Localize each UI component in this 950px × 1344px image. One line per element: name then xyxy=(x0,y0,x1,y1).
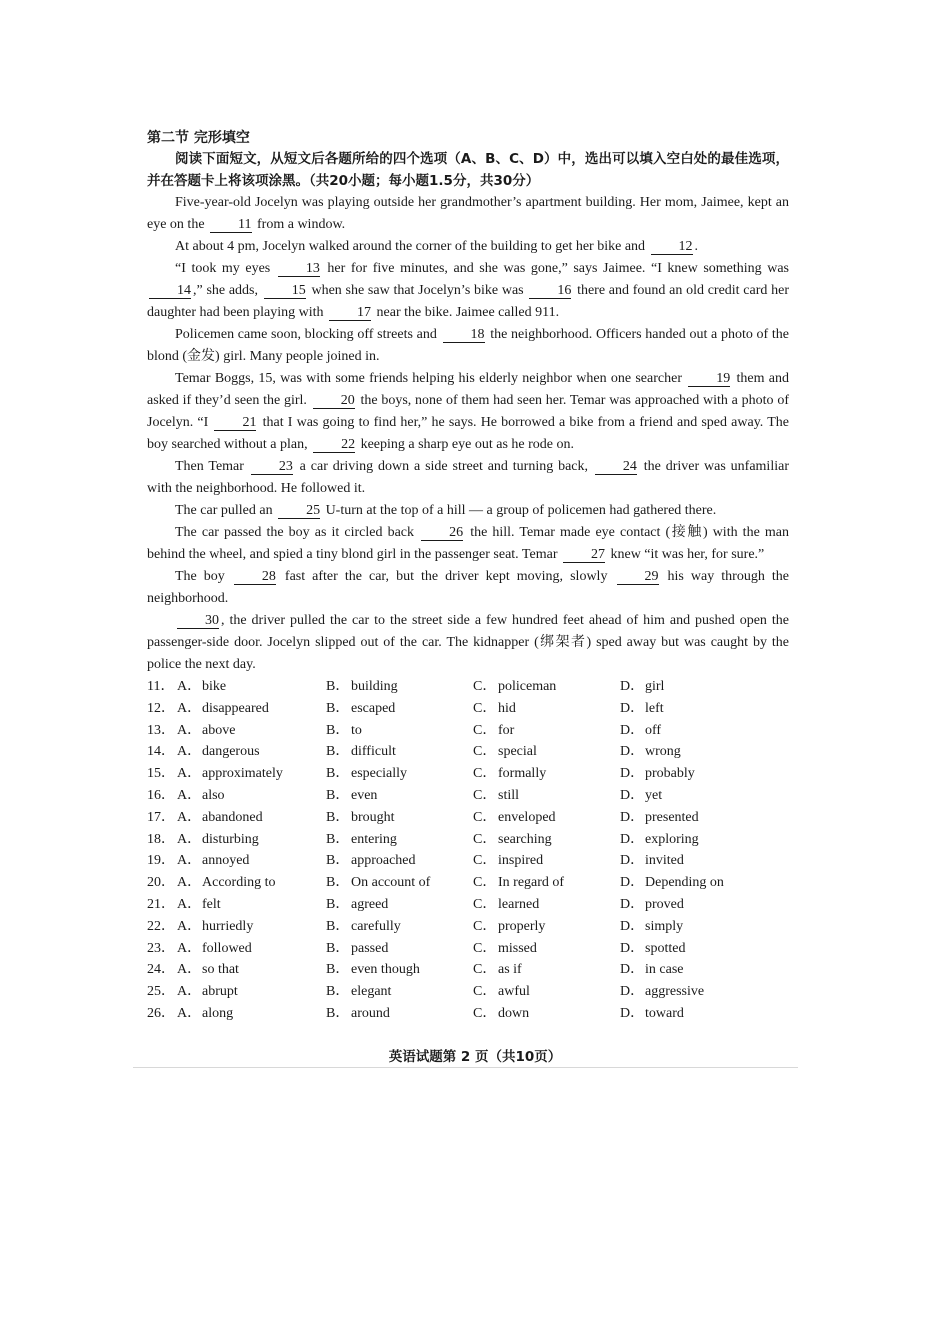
passage-text: ,” she adds, xyxy=(193,283,262,298)
passage-text: from a window. xyxy=(253,217,346,232)
blank-17: 17 xyxy=(329,305,371,321)
option-d xyxy=(620,981,789,1003)
question-number: 22． xyxy=(147,918,175,934)
option-letter: B． xyxy=(326,787,350,803)
option-text: girl xyxy=(645,679,665,694)
passage-paragraph xyxy=(147,456,789,500)
option-letter: A． xyxy=(177,918,202,934)
option-letter: A． xyxy=(177,809,202,825)
option-row xyxy=(147,720,789,742)
option-c xyxy=(473,959,620,981)
option-c xyxy=(473,1003,620,1025)
option-text: toward xyxy=(645,1005,684,1021)
option-letter: D． xyxy=(620,896,645,912)
option-letter: D． xyxy=(620,679,645,694)
passage-text: her for five minutes, and she was gone,” says Jaimee. “I knew something was xyxy=(321,261,790,276)
option-b xyxy=(326,698,473,720)
option-a xyxy=(177,807,326,829)
option-letter: C． xyxy=(473,831,497,847)
question-number: 14． xyxy=(147,744,175,760)
option-letter: C． xyxy=(473,896,497,912)
option-d xyxy=(620,959,789,981)
option-c xyxy=(473,785,620,807)
passage-text: fast after the car, but the driver kept moving, slowly xyxy=(277,569,615,584)
option-a xyxy=(177,959,326,981)
passage-paragraph xyxy=(147,566,789,610)
option-d xyxy=(620,938,789,960)
option-letter: D． xyxy=(620,831,645,847)
option-text: properly xyxy=(498,918,546,934)
option-a xyxy=(177,894,326,916)
passage-text: near the bike. Jaimee called 911. xyxy=(373,305,560,320)
option-letter: D． xyxy=(620,722,645,738)
option-b xyxy=(326,829,473,851)
option-text: especially xyxy=(351,766,407,782)
option-text: wrong xyxy=(645,744,681,760)
option-row xyxy=(147,741,789,763)
option-letter: C． xyxy=(473,875,497,891)
blank-22: 22 xyxy=(313,437,355,453)
option-text: down xyxy=(498,1005,530,1021)
option-letter: D． xyxy=(620,766,645,782)
option-c xyxy=(473,698,620,720)
option-text: disappeared xyxy=(202,700,269,716)
option-text: inspired xyxy=(498,853,544,869)
option-c xyxy=(473,741,620,763)
passage-text: Policemen came soon, blocking off streets and xyxy=(175,327,441,342)
option-row xyxy=(147,916,789,938)
option-letter: C． xyxy=(473,787,497,803)
option-letter: D． xyxy=(620,809,645,825)
option-text: yet xyxy=(645,787,663,803)
option-letter: A． xyxy=(177,744,202,760)
option-letter: C． xyxy=(473,984,497,1000)
option-b xyxy=(326,981,473,1003)
option-a xyxy=(177,676,326,698)
question-number: 24． xyxy=(147,962,175,978)
passage-text: when she saw that Jocelyn’s bike was xyxy=(307,283,528,298)
passage-text: the boys, none of them had seen her. Temar was approached with a photo of Jocelyn. “I xyxy=(147,393,789,430)
option-text: brought xyxy=(351,809,395,825)
option-a xyxy=(177,916,326,938)
option-row xyxy=(147,1003,789,1025)
option-text: exploring xyxy=(645,831,699,847)
option-text: abrupt xyxy=(202,984,238,1000)
question-number: 13． xyxy=(147,722,175,738)
option-letter: B． xyxy=(326,940,350,956)
passage-text: the driver was unfamiliar with the neighborhood. He followed it. xyxy=(147,459,789,496)
blank-23: 23 xyxy=(251,459,293,475)
option-text: special xyxy=(498,744,537,760)
option-row xyxy=(147,676,789,698)
option-a xyxy=(177,785,326,807)
question-number: 17． xyxy=(147,809,175,825)
passage-text: a car driving down a side street and turning back, xyxy=(294,459,593,474)
blank-16: 16 xyxy=(529,283,571,299)
option-b xyxy=(326,720,473,742)
option-c xyxy=(473,981,620,1003)
option-text: followed xyxy=(202,940,252,956)
option-text: passed xyxy=(351,940,389,956)
blank-21: 21 xyxy=(214,415,256,431)
option-letter: B． xyxy=(326,984,350,1000)
option-letter: C． xyxy=(473,918,497,934)
option-letter: B． xyxy=(326,766,350,782)
option-c xyxy=(473,807,620,829)
section-title: 第二节 完形填空 xyxy=(147,130,250,146)
option-b xyxy=(326,872,473,894)
passage-text: The boy xyxy=(175,569,232,584)
option-d xyxy=(620,1003,789,1025)
option-letter: D． xyxy=(620,744,645,760)
option-row xyxy=(147,850,789,872)
passage-text: . xyxy=(694,239,699,254)
passage-paragraph xyxy=(147,192,789,236)
option-c xyxy=(473,850,620,872)
option-d xyxy=(620,829,789,851)
question-number: 26． xyxy=(147,1005,175,1021)
blank-30: 30 xyxy=(177,613,219,629)
blank-28: 28 xyxy=(234,569,276,585)
passage-text: U-turn at the top of a hill — a group of policemen had gathered there. xyxy=(322,503,717,518)
passage-text: Temar Boggs, 15, was with some friends helping his elderly neighbor when one searcher xyxy=(175,371,687,386)
option-text: in case xyxy=(645,962,684,978)
option-text: above xyxy=(202,722,236,738)
blank-26: 26 xyxy=(421,525,463,541)
option-row xyxy=(147,785,789,807)
option-text: even xyxy=(351,787,378,803)
option-b xyxy=(326,785,473,807)
option-text: still xyxy=(498,787,520,803)
option-b xyxy=(326,807,473,829)
passage-text: At about 4 pm, Jocelyn walked around the corner of the building to get her bike and xyxy=(175,239,649,254)
option-letter: C． xyxy=(473,940,497,956)
option-row xyxy=(147,981,789,1003)
question-number: 12． xyxy=(147,700,175,716)
option-text: felt xyxy=(202,896,221,912)
passage-text: Then Temar xyxy=(175,459,249,474)
option-text: proved xyxy=(645,896,684,912)
option-text: missed xyxy=(498,940,537,956)
option-text: around xyxy=(351,1005,390,1021)
option-text: annoyed xyxy=(202,853,250,869)
instructions: 阅读下面短文，从短文后各题所给的四个选项（A、B、C、D）中，选出可以填入空白处的最佳选项，并在答题卡上将该项涂黑。（共20小题；每小题1.5分，共30分） xyxy=(147,151,789,189)
option-b xyxy=(326,763,473,785)
option-letter: B． xyxy=(326,853,350,869)
option-row xyxy=(147,938,789,960)
option-letter: A． xyxy=(177,984,202,1000)
question-number: 21． xyxy=(147,896,175,912)
option-b xyxy=(326,916,473,938)
passage-text: , the driver pulled the car to the street side a few hundred feet ahead of him and pushed open the passenger-side door. Jocelyn slipped out of the car. The kidnapper (绑架者) sped away but was caught by the police the next day. xyxy=(147,613,789,672)
option-text: policeman xyxy=(498,679,557,694)
option-text: dangerous xyxy=(202,744,260,760)
option-text: entering xyxy=(351,831,397,847)
option-letter: A． xyxy=(177,679,202,694)
option-letter: C． xyxy=(473,700,497,716)
option-text: bike xyxy=(202,679,227,694)
option-row xyxy=(147,894,789,916)
option-text: formally xyxy=(498,766,547,782)
option-letter: D． xyxy=(620,700,645,716)
option-row xyxy=(147,698,789,720)
option-text: off xyxy=(645,722,662,738)
option-a xyxy=(177,763,326,785)
passage-text: that I was going to find her,” he says. He borrowed a bike from a friend and sped away. The boy searched without a plan, xyxy=(147,415,789,452)
option-letter: B． xyxy=(326,722,350,738)
option-text: to xyxy=(351,722,362,738)
option-d xyxy=(620,741,789,763)
cloze-passage xyxy=(147,192,789,676)
option-letter: B． xyxy=(326,962,350,978)
option-row xyxy=(147,829,789,851)
option-text: carefully xyxy=(351,918,401,934)
option-text: building xyxy=(351,679,398,694)
option-c xyxy=(473,763,620,785)
option-a xyxy=(177,938,326,960)
option-text: invited xyxy=(645,853,684,869)
option-letter: D． xyxy=(620,918,645,934)
option-a xyxy=(177,872,326,894)
question-number: 11． xyxy=(147,679,175,694)
option-letter: B． xyxy=(326,679,350,694)
option-letter: C． xyxy=(473,853,497,869)
option-letter: A． xyxy=(177,1005,202,1021)
option-text: searching xyxy=(498,831,552,847)
option-letter: B． xyxy=(326,896,350,912)
passage-text: there and found an old credit card her daughter had been playing with xyxy=(147,283,789,320)
option-letter: B． xyxy=(326,809,350,825)
option-text: also xyxy=(202,787,225,803)
option-letter: A． xyxy=(177,831,202,847)
option-d xyxy=(620,763,789,785)
option-d xyxy=(620,698,789,720)
option-text: hid xyxy=(498,700,516,716)
option-letter: A． xyxy=(177,875,202,891)
option-text: so that xyxy=(202,962,239,978)
passage-paragraph xyxy=(147,236,789,258)
option-letter: C． xyxy=(473,744,497,760)
blank-19: 19 xyxy=(688,371,730,387)
option-c xyxy=(473,829,620,851)
option-row xyxy=(147,959,789,981)
passage-paragraph xyxy=(147,610,789,676)
option-text: approximately xyxy=(202,766,283,782)
option-text: simply xyxy=(645,918,684,934)
option-text: Depending on xyxy=(645,875,724,891)
exam-page xyxy=(147,128,789,1025)
option-d xyxy=(620,894,789,916)
passage-paragraph xyxy=(147,258,789,324)
option-d xyxy=(620,916,789,938)
option-text: According to xyxy=(202,875,276,891)
option-letter: A． xyxy=(177,940,202,956)
option-row xyxy=(147,872,789,894)
option-a xyxy=(177,829,326,851)
option-a xyxy=(177,698,326,720)
option-text: On account of xyxy=(351,875,431,891)
option-text: as if xyxy=(498,962,522,978)
option-letter: A． xyxy=(177,962,202,978)
passage-text: knew “it was her, for sure.” xyxy=(606,547,765,562)
blank-25: 25 xyxy=(278,503,320,519)
options-list xyxy=(147,676,789,1025)
option-letter: A． xyxy=(177,700,202,716)
option-text: probably xyxy=(645,766,695,782)
option-letter: B． xyxy=(326,918,350,934)
option-letter: D． xyxy=(620,984,645,1000)
option-letter: A． xyxy=(177,722,202,738)
option-text: left xyxy=(645,700,664,716)
option-b xyxy=(326,741,473,763)
option-text: presented xyxy=(645,809,699,825)
passage-paragraph xyxy=(147,500,789,522)
passage-text: “I took my eyes xyxy=(175,261,276,276)
option-letter: C． xyxy=(473,766,497,782)
option-letter: D． xyxy=(620,962,645,978)
blank-20: 20 xyxy=(313,393,355,409)
option-text: difficult xyxy=(351,744,396,760)
option-text: In regard of xyxy=(498,875,565,891)
passage-text: his way through the neighborhood. xyxy=(147,569,789,606)
option-text: abandoned xyxy=(202,809,263,825)
option-c xyxy=(473,916,620,938)
option-text: for xyxy=(498,722,515,738)
option-c xyxy=(473,720,620,742)
passage-text: The car passed the boy as it circled back xyxy=(175,525,420,540)
option-letter: C． xyxy=(473,1005,497,1021)
option-text: learned xyxy=(498,896,540,912)
option-letter: B． xyxy=(326,1005,350,1021)
option-d xyxy=(620,785,789,807)
option-text: hurriedly xyxy=(202,918,254,934)
option-letter: D． xyxy=(620,787,645,803)
passage-text: Five-year-old Jocelyn was playing outside her grandmother’s apartment building. Her mom, Jaimee, kept an eye on the xyxy=(147,195,789,232)
option-text: approached xyxy=(351,853,416,869)
option-letter: A． xyxy=(177,896,202,912)
option-letter: C． xyxy=(473,962,497,978)
option-letter: D． xyxy=(620,1005,645,1021)
question-number: 16． xyxy=(147,787,175,803)
option-text: along xyxy=(202,1005,234,1021)
option-d xyxy=(620,720,789,742)
question-number: 15． xyxy=(147,766,175,782)
passage-paragraph xyxy=(147,368,789,456)
option-text: spotted xyxy=(645,940,686,956)
option-row xyxy=(147,763,789,785)
question-number: 20． xyxy=(147,875,175,891)
blank-11: 11 xyxy=(210,217,251,233)
blank-24: 24 xyxy=(595,459,637,475)
option-letter: B． xyxy=(326,831,350,847)
question-number: 19． xyxy=(147,853,175,869)
blank-12: 12 xyxy=(651,239,693,255)
option-text: elegant xyxy=(351,984,392,1000)
blank-13: 13 xyxy=(278,261,320,277)
option-b xyxy=(326,894,473,916)
blank-18: 18 xyxy=(443,327,485,343)
option-text: awful xyxy=(498,984,530,1000)
option-b xyxy=(326,938,473,960)
option-c xyxy=(473,872,620,894)
option-letter: B． xyxy=(326,700,350,716)
option-d xyxy=(620,676,789,698)
blank-29: 29 xyxy=(617,569,659,585)
option-letter: C． xyxy=(473,809,497,825)
option-row xyxy=(147,807,789,829)
option-c xyxy=(473,894,620,916)
option-letter: C． xyxy=(473,679,497,694)
option-b xyxy=(326,1003,473,1025)
option-d xyxy=(620,850,789,872)
option-b xyxy=(326,959,473,981)
option-c xyxy=(473,676,620,698)
option-letter: A． xyxy=(177,766,202,782)
option-letter: B． xyxy=(326,744,350,760)
option-a xyxy=(177,720,326,742)
passage-text: them and asked if they’d seen the girl. xyxy=(147,371,789,408)
option-letter: D． xyxy=(620,940,645,956)
option-a xyxy=(177,981,326,1003)
passage-text: keeping a sharp eye out as he rode on. xyxy=(357,437,574,452)
option-letter: D． xyxy=(620,853,645,869)
page-footer: 英语试题第 2 页（共10页） xyxy=(388,1049,562,1065)
option-letter: D． xyxy=(620,875,645,891)
option-d xyxy=(620,872,789,894)
blank-14: 14 xyxy=(149,283,191,299)
passage-text: The car pulled an xyxy=(175,503,277,518)
question-number: 18． xyxy=(147,831,175,847)
passage-paragraph xyxy=(147,324,789,368)
option-text: escaped xyxy=(351,700,396,716)
option-b xyxy=(326,850,473,872)
option-letter: C． xyxy=(473,722,497,738)
blank-15: 15 xyxy=(264,283,306,299)
question-number: 23． xyxy=(147,940,175,956)
option-a xyxy=(177,741,326,763)
option-c xyxy=(473,938,620,960)
option-letter: A． xyxy=(177,853,202,869)
option-a xyxy=(177,850,326,872)
option-d xyxy=(620,807,789,829)
blank-27: 27 xyxy=(563,547,605,563)
option-text: even though xyxy=(351,962,420,978)
option-letter: A． xyxy=(177,787,202,803)
passage-paragraph xyxy=(147,522,789,566)
passage-text: the neighborhood. Officers handed out a photo of the blond (金发) girl. Many people joined in. xyxy=(147,327,789,364)
option-a xyxy=(177,1003,326,1025)
footer-divider xyxy=(133,1067,798,1068)
question-number: 25． xyxy=(147,984,175,1000)
option-text: aggressive xyxy=(645,984,705,1000)
option-text: agreed xyxy=(351,896,389,912)
option-text: enveloped xyxy=(498,809,556,825)
option-b xyxy=(326,676,473,698)
option-text: disturbing xyxy=(202,831,259,847)
passage-text: the hill. Temar made eye contact (接触) with the man behind the wheel, and spied a tiny blond girl in the passenger seat. Temar xyxy=(147,525,789,562)
option-letter: B． xyxy=(326,875,350,891)
